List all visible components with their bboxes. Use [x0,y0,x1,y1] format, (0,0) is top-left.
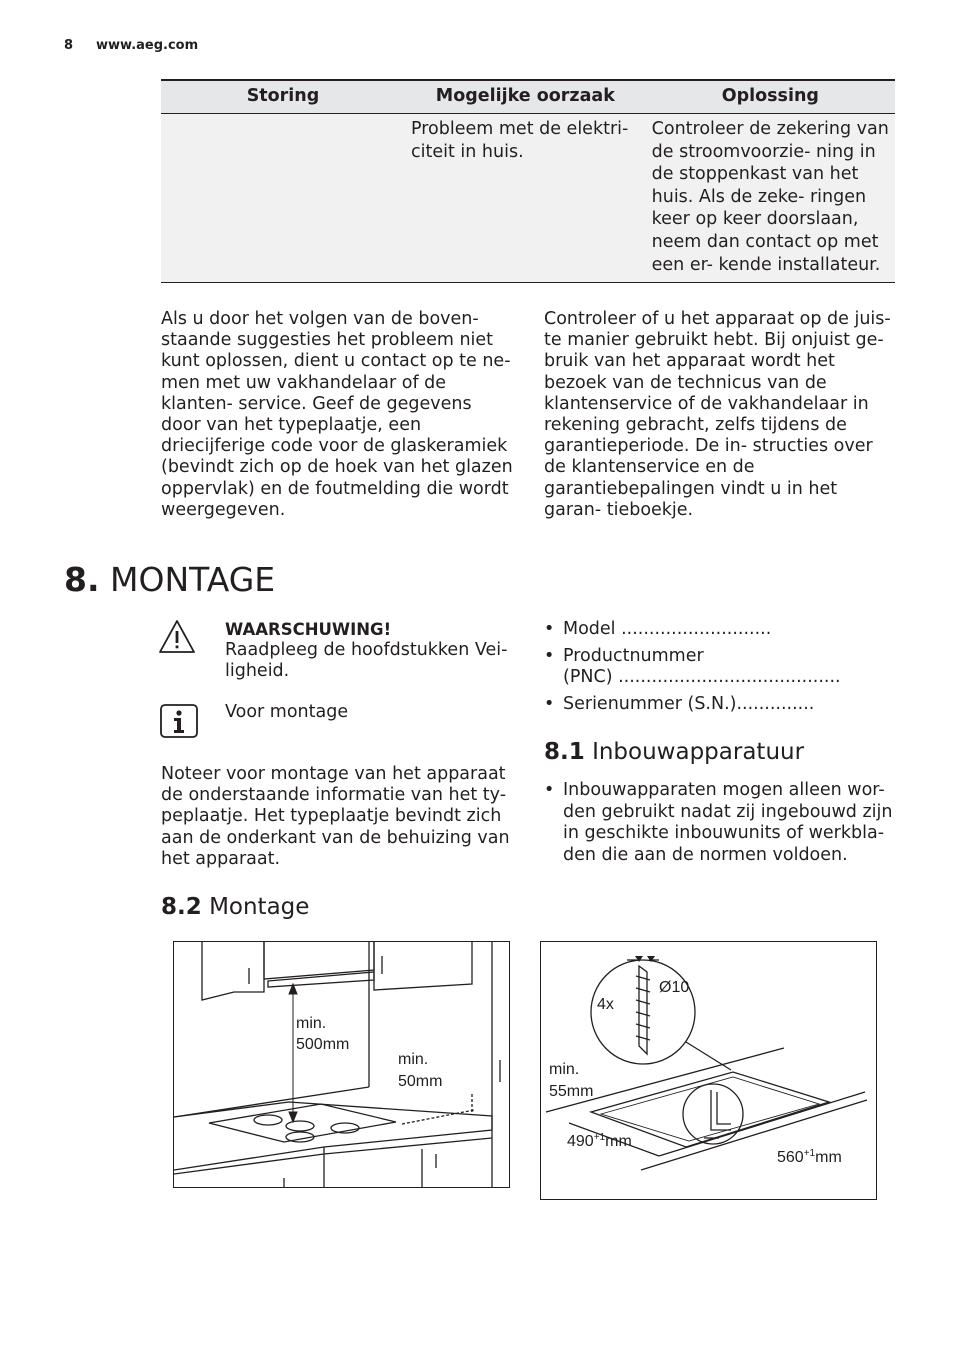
troubleshooting-table [161,79,895,283]
inbouw-bullet-text: Inbouwapparaten mogen alleen wor- den gebruikt nadat zij ingebouwd zijn in geschikte inbouwunits of werkbla- den die aan de normen voldoen. [563,780,893,865]
list-item-pnc-line2: (PNC) ........................................ [563,667,841,687]
label-diameter: Ø10 [659,979,690,996]
warning-text: Raadpleeg de hoofdstukken Vei- ligheid. [225,640,508,682]
contact-paragraph-left: Als u door het volgen van de boven- staande suggesties het probleem niet kunt oplossen, dient u contact op te ne- men met uw vakhandelaar of de klanten- service. Geef de gegevens door van het typeplaatje, een driecijferige code voor de glaskeramiek (bevindt zich op de hoek van het glazen oppervlak) en de foutmelding die wordt weergegeven. [161,309,513,520]
label-depth: $490^{+1}mm$ [567,1132,632,1150]
cutout-dimension-drawing [541,942,876,1199]
data-plate-list [544,619,884,720]
subsection-number: 8.2 [161,894,202,920]
website-url: www.aeg.com [96,38,199,53]
section-heading [64,560,275,600]
list-item: • Inbouwapparaten mogen alleen wor- den gebruikt nadat zij ingebouwd zijn in geschikte inbouwunits of werkbla- den die aan de normen voldoen. [544,780,893,865]
warning-triangle-icon [158,618,196,656]
figure-cutout [540,941,877,1200]
label-500mm: 500mm [296,1036,350,1053]
label-min-55a: min. [549,1061,580,1078]
cell-oorzaak: Probleem met de elektri- citeit in huis. [405,114,646,283]
column-header-oorzaak: Mogelijke oorzaak [405,80,646,114]
label-min-a: min. [296,1015,327,1032]
subsection-title: Montage [209,894,310,920]
note-paragraph: Noteer voor montage van het apparaat de onderstaande informatie van het ty- peplaatje. Het typeplaatje bevindt zich aan de onderkant van de behuizing van het apparaat. [161,764,510,869]
list-item-pnc: Productnummer [563,645,704,666]
cell-storing [161,114,405,283]
contact-paragraph-right: Controleer of u het apparaat op de juis- te manier gebruikt hebt. Bij onjuist ge- bruik van het apparaat wordt het bezoek van de technicus van de klantenservice of de vakhandelaar in rekening gebracht, zelfs tijdens de garantieperiode. De in- structies over de klantenservice en de garantiebepalingen vindt u in het garan- tieboekje. [544,309,891,520]
label-50mm: 50mm [398,1073,443,1090]
column-header-oplossing: Oplossing [646,80,895,114]
label-min-b: min. [398,1051,429,1068]
section-title: MONTAGE [110,560,276,599]
list-item-serial: Serienummer (S.N.).............. [563,693,815,714]
cell-oplossing: Controleer de zekering van de stroomvoorzie- ning in de stoppenkast van het huis. Als de zeke- ringen keer op keer doorslaan, neem dan contact op met een er- kende installateur. [646,114,895,283]
kitchen-clearance-drawing [174,942,509,1187]
table-row [161,114,895,283]
page-number: 8 [64,38,74,53]
label-count: 4x [597,996,614,1013]
list-item: • Serienummer (S.N.).............. [544,693,815,714]
section-number: 8. [64,560,100,599]
subsection-title: Inbouwapparatuur [592,739,805,765]
warning-block [225,619,515,683]
info-text: Voor montage [225,702,349,722]
list-item: • Model ........................... [544,619,772,639]
column-header-storing: Storing [161,80,405,114]
info-icon [160,703,198,739]
subsection-heading-8-1 [544,738,804,766]
label-width: $560^{+1}mm$ [777,1148,842,1166]
warning-title: WAARSCHUWING! [225,620,392,639]
subsection-heading-8-2 [161,893,309,921]
figure-clearances [173,941,510,1188]
subsection-number: 8.1 [544,739,585,765]
inbouw-list [544,780,894,871]
list-item: • Productnummer (PNC) ........................................ [544,645,841,687]
list-item-model: Model ........................... [563,619,772,639]
label-min-55b: 55mm [549,1083,594,1100]
